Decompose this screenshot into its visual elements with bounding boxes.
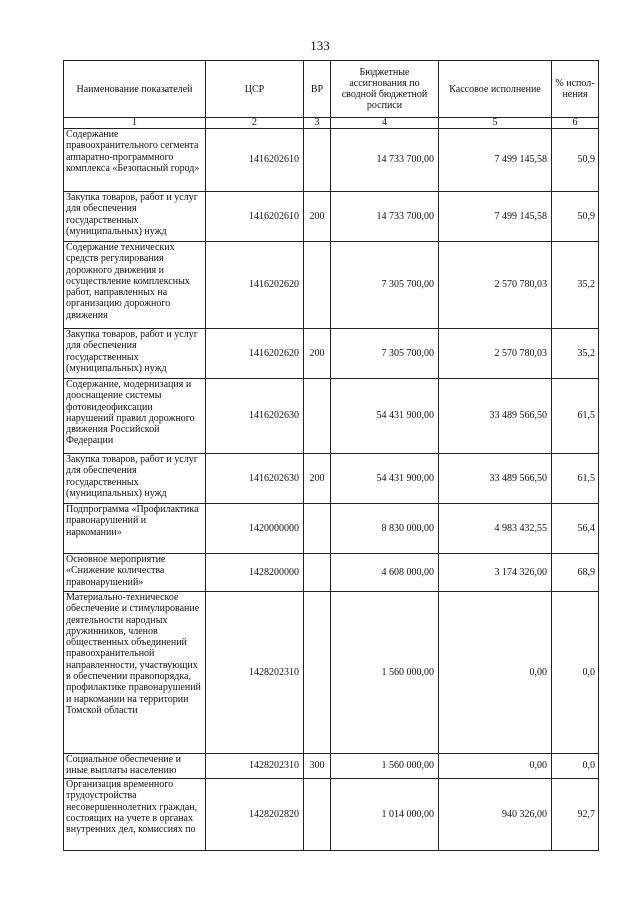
row-vr: 200 (304, 329, 331, 379)
table-row (64, 242, 599, 329)
row-csr: 1420000000 (206, 504, 304, 554)
row-percent: 56,4 (552, 504, 599, 554)
row-vr (304, 592, 331, 754)
row-name: Подпрограмма «Профилактика правонарушений и наркомании» (64, 504, 206, 554)
column-number: 6 (552, 118, 599, 129)
table-row (64, 754, 599, 779)
row-percent: 0,0 (552, 754, 599, 779)
header-row (64, 61, 599, 118)
row-vr (304, 504, 331, 554)
row-vr: 300 (304, 754, 331, 779)
row-csr: 1416202620 (206, 242, 304, 329)
row-name: Основное мероприятие «Снижение количества правонарушений» (64, 554, 206, 592)
row-name: Закупка товаров, работ и услуг для обеспечения государственных (муниципальных) нужд (64, 454, 206, 504)
row-vr (304, 779, 331, 851)
row-vr (304, 129, 331, 192)
row-assigned: 1 560 000,00 (331, 754, 439, 779)
row-percent: 61,5 (552, 379, 599, 454)
header-name: Наименование показателей (64, 61, 206, 118)
table-row (64, 379, 599, 454)
row-csr: 1416202630 (206, 379, 304, 454)
row-assigned: 54 431 900,00 (331, 379, 439, 454)
column-number: 5 (439, 118, 552, 129)
row-name: Содержание технических средств регулирования дорожного движения и осуществление комплексных работ, направленных на организацию дорожного движения (64, 242, 206, 329)
table-row (64, 329, 599, 379)
column-number: 4 (331, 118, 439, 129)
table-row (64, 129, 599, 192)
row-executed: 4 983 432,55 (439, 504, 552, 554)
row-csr: 1428202310 (206, 754, 304, 779)
row-executed: 33 489 566,50 (439, 379, 552, 454)
row-vr: 200 (304, 192, 331, 242)
page-number: 133 (310, 38, 330, 53)
row-assigned: 14 733 700,00 (331, 192, 439, 242)
row-percent: 35,2 (552, 329, 599, 379)
row-vr (304, 242, 331, 329)
row-executed: 0,00 (439, 754, 552, 779)
table-row (64, 454, 599, 504)
row-name: Социальное обеспечение и иные выплаты населению (64, 754, 206, 779)
column-number: 1 (64, 118, 206, 129)
column-number-row (64, 118, 599, 129)
row-percent: 35,2 (552, 242, 599, 329)
row-name: Содержание правоохранительного сегмента аппаратно-программного комплекса «Безопасный город» (64, 129, 206, 192)
row-assigned: 7 305 700,00 (331, 242, 439, 329)
row-executed: 3 174 326,00 (439, 554, 552, 592)
row-csr: 1428202310 (206, 592, 304, 754)
row-assigned: 7 305 700,00 (331, 329, 439, 379)
row-csr: 1416202630 (206, 454, 304, 504)
header-percent: % испол-нения (552, 61, 599, 118)
row-name: Материально-техническое обеспечение и стимулирование деятельности народных дружинников, членов общественных объединений правоохранительной направленности, участвующих в обеспечении правопорядка, профилактике правонарушений и наркомании на территории Томской области (64, 592, 206, 754)
header-executed: Кассовое исполнение (439, 61, 552, 118)
row-assigned: 54 431 900,00 (331, 454, 439, 504)
budget-execution-table (63, 60, 599, 851)
table-row (64, 504, 599, 554)
row-csr: 1428200000 (206, 554, 304, 592)
row-name: Закупка товаров, работ и услуг для обеспечения государственных (муниципальных) нужд (64, 329, 206, 379)
row-name: Содержание, модернизация и дооснащение системы фотовидеофиксации нарушений правил дорожного движения Российской Федерации (64, 379, 206, 454)
row-percent: 61,5 (552, 454, 599, 504)
row-executed: 0,00 (439, 592, 552, 754)
column-number: 2 (206, 118, 304, 129)
table-row (64, 192, 599, 242)
row-percent: 50,9 (552, 129, 599, 192)
row-percent: 92,7 (552, 779, 599, 851)
row-percent: 68,9 (552, 554, 599, 592)
header-csr: ЦСР (206, 61, 304, 118)
row-name: Закупка товаров, работ и услуг для обеспечения государственных (муниципальных) нужд (64, 192, 206, 242)
row-csr: 1428202820 (206, 779, 304, 851)
header-vr: ВР (304, 61, 331, 118)
row-assigned: 1 560 000,00 (331, 592, 439, 754)
table-row (64, 592, 599, 754)
row-assigned: 1 014 000,00 (331, 779, 439, 851)
row-executed: 2 570 780,03 (439, 242, 552, 329)
row-executed: 940 326,00 (439, 779, 552, 851)
row-name: Организация временного трудоустройства несовершеннолетних граждан, состоящих на учете в органах внутренних дел, комиссиях по (64, 779, 206, 851)
table-row (64, 779, 599, 851)
row-vr: 200 (304, 454, 331, 504)
header-assigned: Бюджетные ассигнования по сводной бюджетной росписи (331, 61, 439, 118)
row-executed: 7 499 145,58 (439, 129, 552, 192)
row-vr (304, 379, 331, 454)
row-executed: 7 499 145,58 (439, 192, 552, 242)
table-row (64, 554, 599, 592)
row-csr: 1416202620 (206, 329, 304, 379)
column-number: 3 (304, 118, 331, 129)
row-assigned: 14 733 700,00 (331, 129, 439, 192)
row-percent: 0,0 (552, 592, 599, 754)
row-executed: 33 489 566,50 (439, 454, 552, 504)
row-executed: 2 570 780,03 (439, 329, 552, 379)
row-percent: 50,9 (552, 192, 599, 242)
row-assigned: 8 830 000,00 (331, 504, 439, 554)
row-vr (304, 554, 331, 592)
row-csr: 1416202610 (206, 129, 304, 192)
row-csr: 1416202610 (206, 192, 304, 242)
row-assigned: 4 608 000,00 (331, 554, 439, 592)
